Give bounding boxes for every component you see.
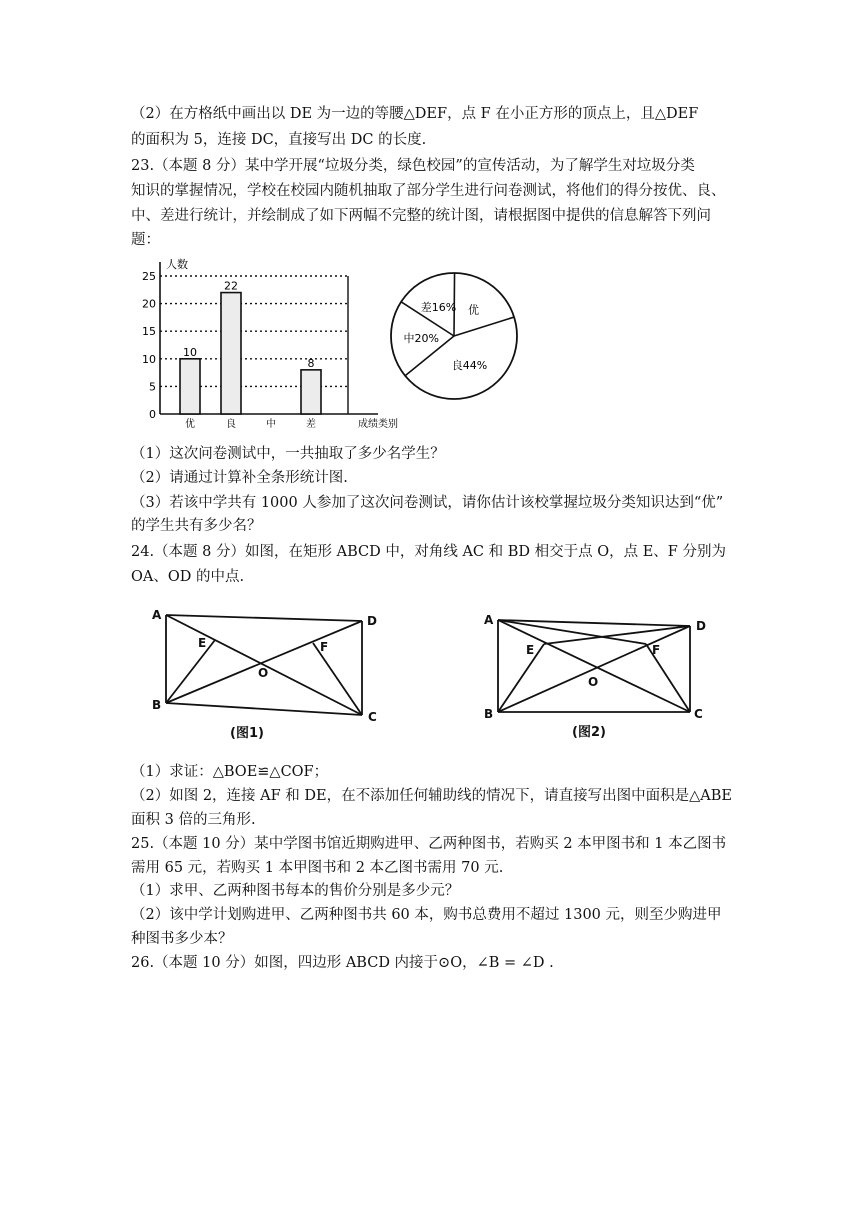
fig1-side-bc	[166, 703, 362, 715]
fig2-label-c: C	[694, 707, 703, 721]
bar-chart-y-axis-label: 人数	[166, 258, 188, 271]
q23-question1: （1）这次问卷测试中，一共抽取了多少名学生？	[131, 446, 445, 462]
q23-intro-line2: 知识的掌握情况，学校在校园内随机抽取了部分学生进行问卷测试，将他们的得分按优、良、	[131, 183, 726, 199]
bar-chart-bars	[180, 293, 321, 414]
q25-question2-line1: （2）该中学计划购进甲、乙两种图书共 60 本，购书总费用不超过 1300 元，则至少购进甲	[131, 907, 722, 923]
fig1-label-o: O	[258, 666, 269, 680]
bar-chart	[138, 254, 398, 434]
figure-2-rectangle	[478, 608, 728, 748]
fig1-label-f: F	[320, 640, 329, 654]
fig1-label-c: C	[368, 710, 377, 724]
fig2-label-o: O	[588, 675, 599, 689]
pie-chart-slice-label: 差16%	[420, 301, 457, 315]
fig2-caption: (图2)	[572, 725, 606, 740]
fig1-label-d: D	[367, 614, 377, 628]
bar-chart-y-tick-label: 5	[149, 380, 156, 394]
figure-2-lines	[498, 620, 690, 712]
fig2-label-b: B	[484, 707, 494, 721]
figure-1-lines	[166, 615, 362, 715]
q25-intro-line1: 25.（本题 10 分）某中学图书馆近期购进甲、乙两种图书，若购买 2 本甲图书和 1 本乙图书	[131, 836, 727, 852]
bar-chart-bar	[221, 293, 241, 414]
q23-question3-line1: （3）若该中学共有 1000 人参加了这次问卷测试，请你估计该校掌握垃圾分类知识达到“优”	[131, 495, 724, 511]
q26-intro: 26.（本题 10 分）如图，四边形 ABCD 内接于⊙O，∠B = ∠D .	[131, 955, 554, 971]
pie-chart-slice-label: 优	[467, 303, 479, 317]
fig2-label-a: A	[484, 613, 494, 627]
q23-intro-line4: 题：	[131, 232, 160, 248]
fig1-label-b: B	[152, 698, 162, 712]
fig1-diagonal-bd	[166, 621, 362, 703]
bar-chart-bar	[301, 370, 321, 414]
fig2-label-d: D	[696, 619, 706, 633]
pie-chart-slice-label: 良44%	[451, 358, 488, 372]
bar-chart-category-label: 良	[226, 419, 236, 430]
bar-chart-category-label: 优	[185, 419, 195, 430]
q24-question2-line1: （2）如图 2，连接 AF 和 DE，在不添加任何辅助线的情况下，请直接写出图中面积是△ABE	[131, 788, 732, 804]
bar-chart-y-tick-label: 10	[142, 352, 156, 366]
bar-chart-y-tick-label: 15	[142, 325, 156, 339]
bar-chart-value-label: 10	[183, 345, 197, 359]
q25-question1: （1）求甲、乙两种图书每本的售价分别是多少元？	[131, 883, 460, 899]
bar-chart-y-tick-label: 20	[142, 297, 156, 311]
q23-intro-line1: 23.（本题 8 分）某中学开展“垃圾分类，绿色校园”的宣传活动，为了解学生对垃圾分类	[131, 158, 695, 174]
q23-intro-line3: 中、差进行统计，并绘制成了如下两幅不完整的统计图，请根据图中提供的信息解答下列问	[131, 208, 711, 224]
fig1-label-e: E	[198, 636, 207, 650]
q24-intro-line1: 24.（本题 8 分）如图，在矩形 ABCD 中，对角线 AC 和 BD 相交于点 O，点 E、F 分别为	[131, 544, 726, 560]
pie-chart-slice-label: 中20%	[403, 331, 440, 345]
bar-chart-category-label: 中	[266, 419, 276, 430]
bar-chart-value-label: 22	[224, 279, 238, 293]
fig1-side-ad	[166, 615, 362, 621]
fig2-label-f: F	[652, 643, 661, 657]
q24-intro-line2: OA、OD 的中点.	[131, 569, 245, 585]
figure-1-rectangle	[146, 605, 396, 745]
bar-chart-x-axis-label: 成绩类别	[358, 419, 398, 430]
fig1-label-a: A	[152, 608, 162, 622]
bar-chart-category-label: 差	[306, 419, 316, 430]
q23-question3-line2: 的学生共有多少名？	[131, 518, 262, 534]
q23-question2: （2）请通过计算补全条形统计图.	[131, 470, 348, 486]
q25-intro-line2: 需用 65 元，若购买 1 本甲图书和 2 本乙图书需用 70 元.	[131, 860, 504, 876]
fig1-caption: (图1)	[230, 726, 264, 741]
q24-question2-line2: 面积 3 倍的三角形.	[131, 812, 256, 828]
bar-chart-value-label: 8	[307, 356, 315, 370]
q25-question2-line2: 种图书多少本？	[131, 931, 233, 947]
fig2-label-e: E	[526, 643, 535, 657]
q22-part2-line1: （2）在方格纸中画出以 DE 为一边的等腰△DEF，点 F 在小正方形的顶点上，且△DEF	[131, 106, 699, 122]
pie-chart	[384, 266, 524, 406]
q24-question1: （1）求证：△BOE≌△COF；	[131, 764, 329, 780]
bar-chart-y-tick-label: 25	[142, 270, 156, 283]
bar-chart-bar	[180, 359, 200, 414]
q22-part2-line2: 的面积为 5，连接 DC，直接写出 DC 的长度.	[131, 132, 427, 148]
bar-chart-y-tick-label: 0	[149, 408, 156, 421]
